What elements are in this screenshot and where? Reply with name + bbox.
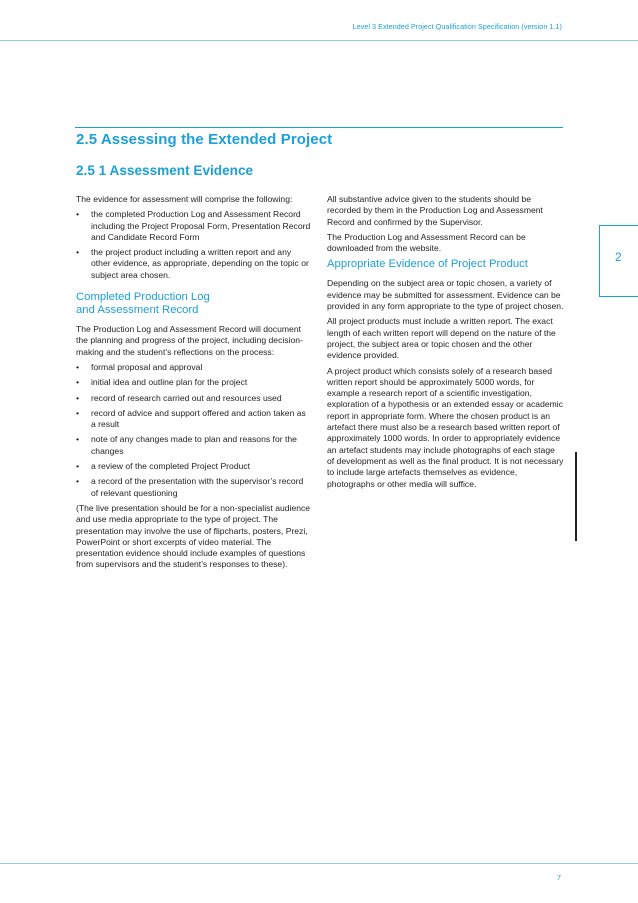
word-count-paragraph: A project product which consists solely of a research based written report should be approximately 5000 words, for example a research report of a scientific investigation, exploration of a hypothesis or an extended essay or academic report in appropriate form. Where the chosen product is an artefact there must also be a research based written report of approximately 1000 words. In order to appropriately evidence an artefact students may include photographs of each stage of development as well as the final product. It is not necessary to include large artefacts themselves as evidence, photographs or other media will suffice. [327,365,564,489]
page-number: 7 [557,873,561,882]
list-item: • record of advice and support offered and action taken as a result [76,408,312,431]
left-column [76,194,312,575]
production-log-paragraph: The Production Log and Assessment Record will document the planning and progress of the project, including decision-making and the student’s reflections on the process: [76,324,303,357]
heading-line: and Assessment Record [76,304,199,317]
written-report-paragraph: All project products must include a written report. The exact length of each written report will depend on the nature of the project, the subject area or topic chosen and the other evidence provided. [327,316,556,361]
header-divider [0,40,638,41]
list-item: • a record of the presentation with the supervisor’s record of relevant questioning [76,476,312,499]
download-paragraph: The Production Log and Assessment Record can be downloaded from the website. [327,231,526,254]
section-tab-number: 2 [615,250,622,264]
running-header: Level 3 Extended Project Qualification Specification (version 1.1) [352,22,562,31]
intro-paragraph: The evidence for assessment will comprise the following: [76,194,293,204]
revision-bar [575,452,577,541]
list-item: • a review of the completed Project Product [76,461,312,472]
advice-paragraph: All substantive advice given to the students should be recorded by them in the Production Log and Assessment Record and confirmed by the Supervisor. [327,194,543,227]
production-log-heading [76,291,312,317]
list-item: • the completed Production Log and Assessment Record including the Project Proposal Form, Presentation Record and Candidate Record Form [76,209,312,243]
heading-line: Completed Production Log [76,291,210,304]
footer-divider [0,863,638,864]
evidence-heading: Appropriate Evidence of Project Product [327,258,528,271]
production-log-list [76,362,312,499]
presentation-note: (The live presentation should be for a non-specialist audience and use media appropriate to the type of project. The presentation may involve the use of flipcharts, posters, Prezi, PowerPoint or short excerpts of video material. The presentation evidence should include examples of questions from supervisors and the student’s responses to these). [76,502,311,570]
list-item: • formal proposal and approval [76,362,312,373]
right-column [327,194,564,494]
subsection-title: 2.5 1 Assessment Evidence [76,163,254,178]
section-rule [75,127,563,128]
evidence-paragraph: Depending on the subject area or topic chosen, a variety of evidence may be submitted for assessment. Evidence can be provided in any form appropriate to the type of project chosen. [327,278,564,312]
list-item: • initial idea and outline plan for the project [76,377,312,388]
list-item: • the project product including a written report and any other evidence, as appropriate, depending on the topic or subject area chosen. [76,247,312,281]
evidence-list [76,209,312,281]
list-item: • note of any changes made to plan and reasons for the changes [76,434,312,457]
list-item: • record of research carried out and resources used [76,393,312,404]
section-title: 2.5 Assessing the Extended Project [76,131,333,148]
